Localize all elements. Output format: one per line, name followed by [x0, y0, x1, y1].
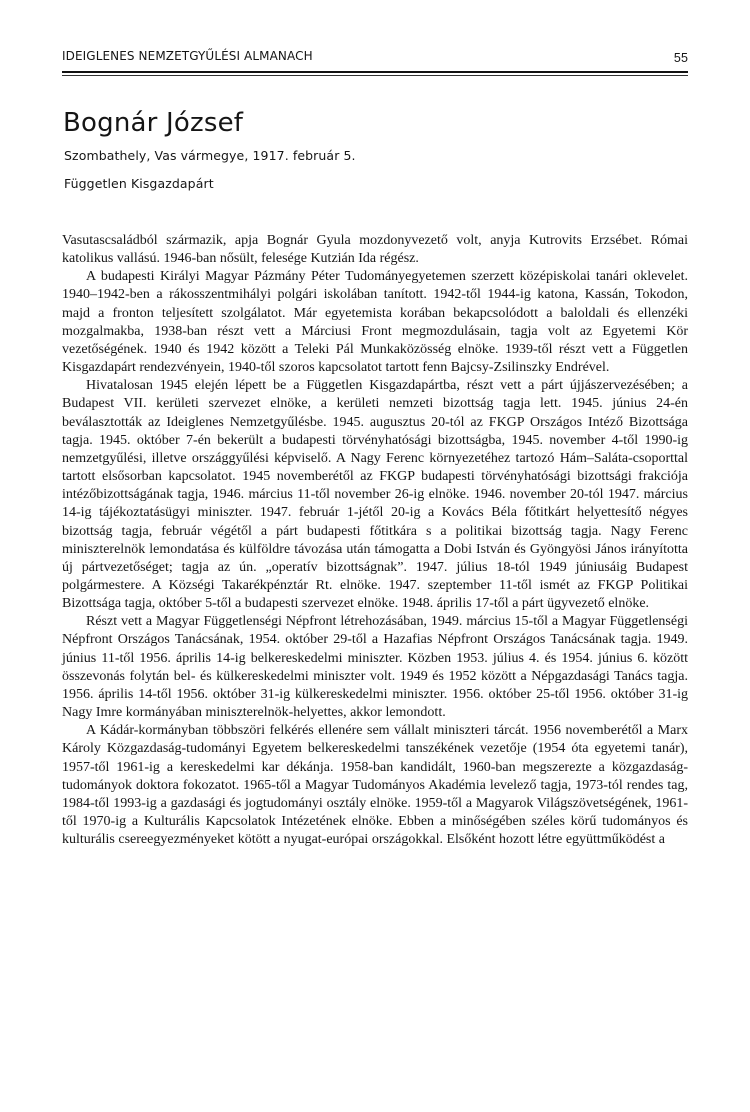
header-rule-thick: [62, 71, 688, 73]
entry-party: Független Kisgazdapárt: [64, 176, 214, 191]
paragraph: Vasutascsaládból származik, apja Bognár Gyula mozdonyvezető volt, anyja Kutrovits Erzsébet. Római katolikus vallású. 1946-ban nősült, felesége Kutzián Ida régész.: [62, 233, 688, 267]
entry-birth: Szombathely, Vas vármegye, 1917. február 5.: [64, 148, 356, 163]
page-number: 55: [673, 51, 688, 65]
entry-name: Bognár József: [63, 108, 244, 138]
paragraph: A budapesti Királyi Magyar Pázmány Péter Tudományegyetemen szerzett középiskolai tanári oklevelet. 1940–1942-ben a rákosszentmihályi polgári iskolában tanított. 1942-től 1944-ig katona, Kassán, Tokodon, majd a fronton teljesített szolgálatot. Már egyetemista korában bekapcsolódott a baloldali és ellenzéki mozgalmakba, 1938-ban részt vett a Márciusi Front megmozdulásain, tagja volt az Egyetemi Kör vezetőségének. 1940 és 1942 között a Teleki Pál Munkaközösség elnöke. 1939-től részt vett a Független Kisgazdapárt rendezvényein, 1940-től szoros kapcsolatot tartott fenn Bajcsy-Zsilinszky Endrével.: [62, 269, 688, 376]
paragraph: Részt vett a Magyar Függetlenségi Népfront létrehozásában, 1949. március 15-től a Magyar Függetlenségi Népfront Országos Tanácsának, 1954. október 29-től a Hazafias Népfront Országos Tanácsának tagja. 1949. június 11-től 1956. április 14-ig belkereskedelmi miniszter. Közben 1953. július 4. és 1954. június 6. között összevonás folytán bel- és külkereskedelmi miniszter volt. 1949 és 1952 között a Népgazdasági Tanács tagja. 1956. április 14-től 1956. október 31-ig külkereskedelmi miniszter. 1956. október 25-től 1956. október 31-ig Nagy Imre kormányában miniszterelnök-helyettes, akkor lemondott.: [62, 614, 688, 721]
header-rule-thin: [62, 75, 688, 76]
paragraph: Hivatalosan 1945 elején lépett be a Független Kisgazdapártba, részt vett a párt újjászervezésében; a Budapest VII. kerületi szervezet elnöke, a kerületi nemzeti bizottság tagja lett. 1945. június 24-én beválasztották az Ideiglenes Nemzetgyűlésbe. 1945. augusztus 20-tól az FKGP Országos Intéző Bizottsága tagja. 1945. október 7-én bekerült a budapesti törvényhatósági bizottságba, 1945. november 4-től 1990-ig nemzetgyűlési, illetve országgyűlési képviselő. A Nagy Ferenc környezetéhez tartozó Hám–Saláta-csoporttal tartott elsősorban kapcsolatot. 1945 novemberétől az FKGP budapesti törvényhatósági bizottsági frakciója intézőbizottságának tagja, 1946. március 11-től november 26-ig elnöke. 1946. november 20-tól 1947. március 14-ig tájékoztatásügyi miniszter. 1947. február 1-jétől 20-ig a Kovács Béla főtitkárt helyettesítő négyes bizottság tagja, február végétől a párt budapesti főtitkára s a politikai bizottság tagja. Nagy Ferenc miniszterelnök lemondatása és külföldre távozása után támogatta a Dobi István és Gyöngyösi János irányította új pártvezetőséget; tagja az ún. „operatív bizottságnak”. 1947. július 18-tól 1949 júniusáig Budapest polgármestere. A Községi Takarékpénztár Rt. elnöke. 1947. szeptember 11-től ismét az FKGP Politikai Bizottsága tagja, október 5-től a budapesti szervezet elnöke. 1948. április 17-től a párt ügyvezető elnöke.: [62, 378, 688, 612]
biography-text: [62, 232, 688, 849]
running-title: IDEIGLENES NEMZETGYŰLÉSI ALMANACH: [62, 49, 313, 63]
paragraph: A Kádár-kormányban többszöri felkérés ellenére sem vállalt miniszteri tárcát. 1956 novemberétől a Marx Károly Közgazdaság-tudományi Egyetem belkereskedelmi tanszékének vezetője (1954 óta egyetemi tanár), 1957-től 1961-ig a kereskedelmi kar dékánja. 1958-ban kandidált, 1960-ban megszerezte a közgazdaság-tudományok doktora fokozatot. 1965-től a Magyar Tudományos Akadémia levelező tagja, 1973-tól rendes tag, 1984-től 1993-ig a gazdasági és jogtudományi osztály elnöke. 1959-től a Magyarok Világszövetségének, 1961-től 1970-ig a Kulturális Kapcsolatok Intézetének elnöke. Ebben a minőségében széles körű tudományos és kulturális csereegyezményeket kötött a nyugat-európai országokkal. Elsőként hozott létre együttműködést a: [62, 723, 688, 848]
